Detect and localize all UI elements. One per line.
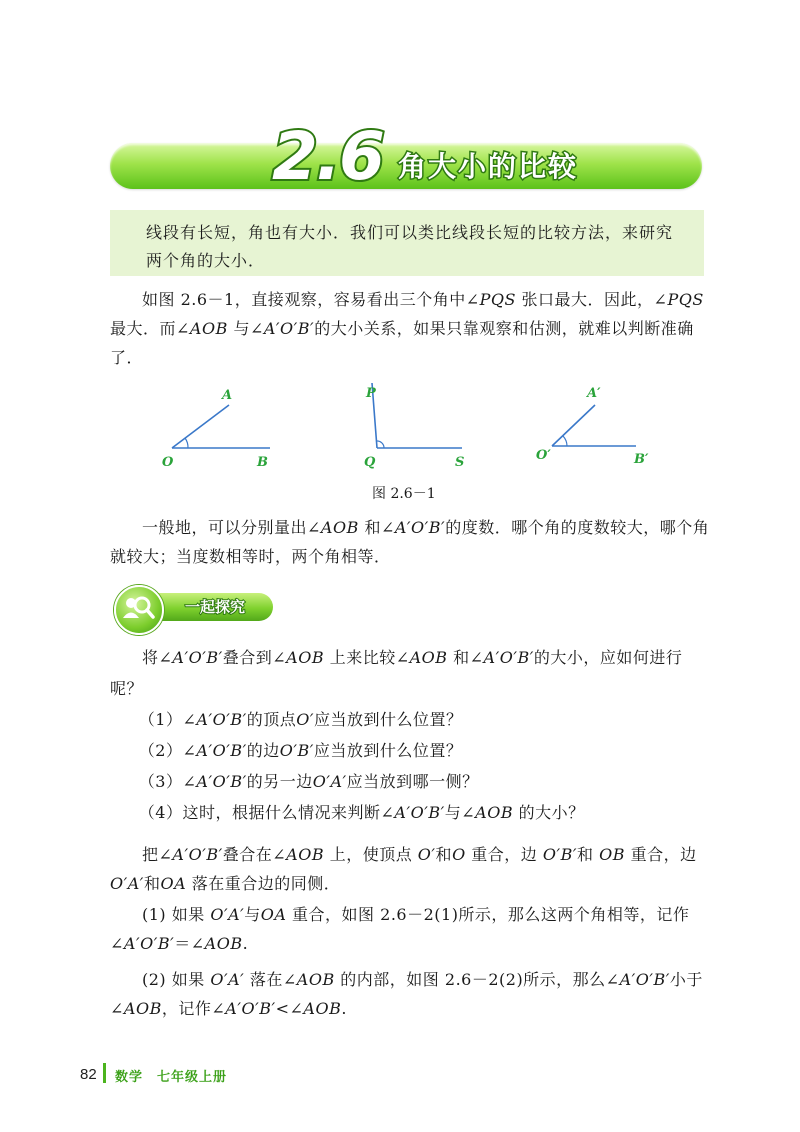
section-number: 2.6 bbox=[272, 118, 383, 195]
book-title: 数学 七年级上册 bbox=[115, 1070, 228, 1085]
label-O-prime: O′ bbox=[536, 448, 551, 463]
question-1: （1）∠A′O′B′的顶点O′应当放到什么位置？ bbox=[138, 710, 463, 729]
ray-OA bbox=[172, 405, 229, 448]
explore-questions bbox=[110, 642, 710, 828]
label-A: A bbox=[222, 388, 233, 403]
section-title: 角大小的比较 bbox=[398, 150, 579, 183]
intro-box bbox=[110, 210, 704, 276]
paragraph-2: 一般地，可以分别量出∠AOB 和∠A′O′B′的度数．哪个角的度数较大，哪个角就较大；当度数相等时，两个角相等． bbox=[110, 518, 710, 566]
figure-2-6-1 bbox=[140, 375, 680, 475]
question-3: （3）∠A′O′B′的另一边O′A′应当放到哪一侧？ bbox=[138, 772, 479, 791]
arc-AOB bbox=[185, 438, 188, 448]
paragraph-5: (2) 如果 O′A′ 落在∠AOB 的内部，如图 2.6－2(2)所示，那么∠A′O′B′小于∠AOB，记作∠A′O′B′<∠AOB. bbox=[110, 970, 703, 1018]
label-O: O bbox=[162, 455, 174, 470]
footer-divider bbox=[103, 1063, 106, 1083]
paragraph-3: 把∠A′O′B′叠合在∠AOB 上，使顶点 O′和O 重合，边 O′B′和 OB 重合，边 O′A′和OA 落在重合边的同侧． bbox=[110, 845, 697, 893]
paragraph-4: (1) 如果 O′A′与OA 重合，如图 2.6－2(1)所示，那么这两个角相等，记作∠A′O′B′＝∠AOB. bbox=[110, 905, 690, 953]
explore-label: 一起探究 bbox=[185, 598, 246, 616]
question-2: （2）∠A′O′B′的边O′B′应当放到什么位置？ bbox=[138, 741, 463, 760]
explore-intro: 将∠A′O′B′叠合到∠AOB 上来比较∠AOB 和∠A′O′B′的大小，应如何进行呢？ bbox=[110, 648, 683, 698]
label-S: S bbox=[455, 455, 465, 470]
label-P: P bbox=[366, 386, 376, 401]
label-B-prime: B′ bbox=[634, 452, 649, 467]
figure-caption: 图 2.6－1 bbox=[372, 486, 436, 502]
ray-OpAp bbox=[552, 405, 595, 446]
intro-text: 线段有长短，角也有大小．我们可以类比线段长短的比较方法，来研究两个角的大小． bbox=[146, 223, 674, 270]
paragraph-1: 如图 2.6－1，直接观察，容易看出三个角中∠PQS 张口最大．因此，∠PQS 最大．而∠AOB 与∠A′O′B′的大小关系，如果只靠观察和估测，就难以判断准确了． bbox=[110, 290, 704, 367]
label-A-prime: A′ bbox=[587, 386, 601, 401]
arc-ApOpBp bbox=[563, 436, 567, 446]
label-B: B bbox=[257, 455, 268, 470]
question-4: （4）这时，根据什么情况来判断∠A′O′B′与∠AOB 的大小？ bbox=[138, 803, 585, 822]
magnifier-people-icon bbox=[120, 592, 156, 626]
page-number: 82 bbox=[80, 1066, 97, 1083]
label-Q: Q bbox=[364, 455, 376, 470]
